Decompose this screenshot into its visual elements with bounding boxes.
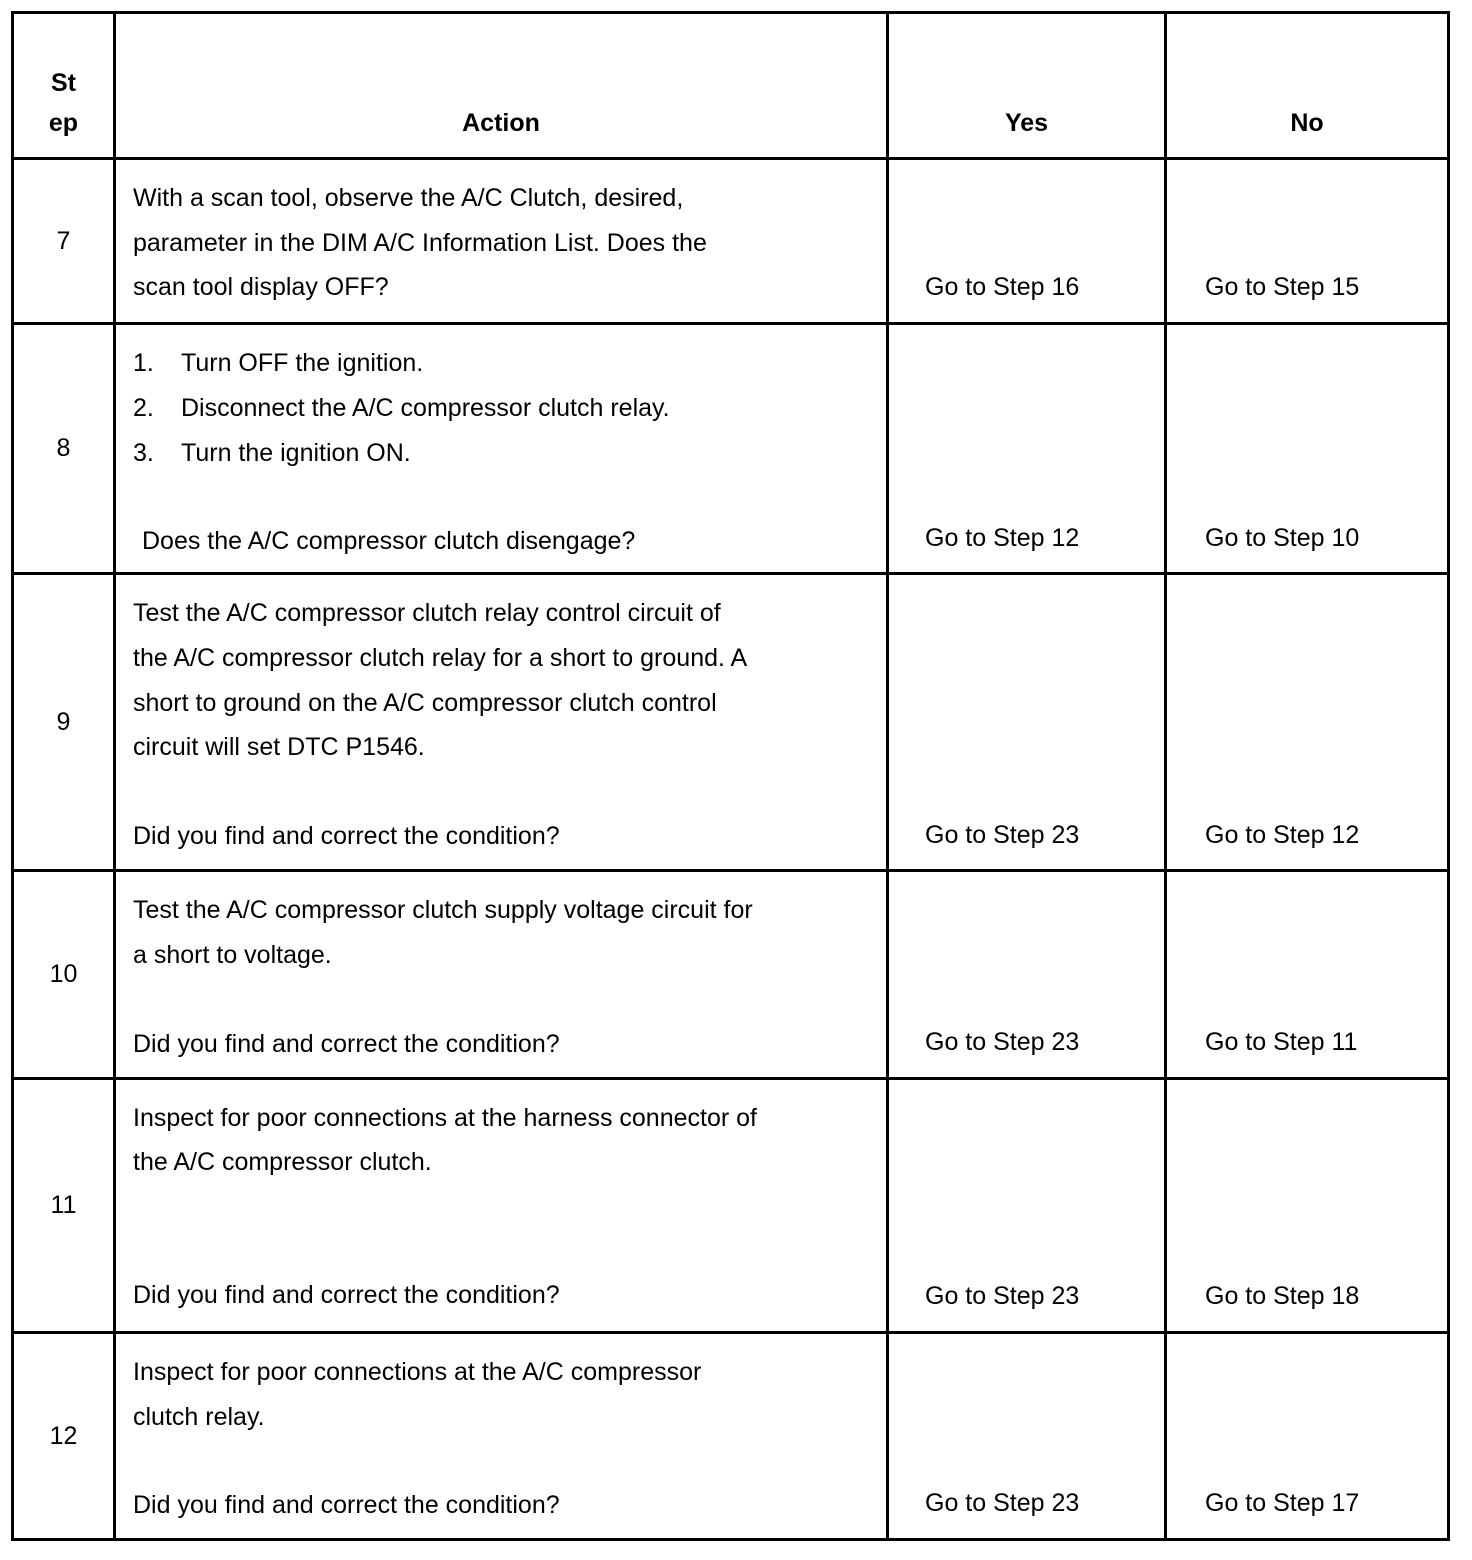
- step-number: 7: [13, 159, 115, 324]
- list-item: 3. Turn the ignition ON.: [133, 438, 411, 467]
- header-action: Action: [115, 13, 888, 159]
- list-item: 2. Disconnect the A/C compressor clutch relay.: [133, 393, 670, 422]
- step-number: 10: [13, 871, 115, 1078]
- action-cell: With a scan tool, observe the A/C Clutch, desired, parameter in the DIM A/C Information List. Does the scan tool display OFF?: [115, 159, 888, 324]
- diagnostic-steps-table: [11, 11, 1450, 1541]
- action-cell: Inspect for poor connections at the harness connector of the A/C compressor clutch. Did you find and correct the condition?: [115, 1078, 888, 1332]
- table-row: [13, 324, 1449, 574]
- yes-cell: Go to Step 12: [888, 324, 1166, 574]
- no-cell: Go to Step 18: [1166, 1078, 1449, 1332]
- table-row: [13, 574, 1449, 871]
- step-number: 9: [13, 574, 115, 871]
- action-cell: Inspect for poor connections at the A/C compressor clutch relay. Did you find and correct the condition?: [115, 1332, 888, 1539]
- yes-cell: Go to Step 16: [888, 159, 1166, 324]
- header-no: No: [1166, 13, 1449, 159]
- step-number: 8: [13, 324, 115, 574]
- action-cell: [115, 324, 888, 574]
- yes-cell: Go to Step 23: [888, 1332, 1166, 1539]
- no-cell: Go to Step 11: [1166, 871, 1449, 1078]
- action-cell: Test the A/C compressor clutch relay control circuit of the A/C compressor clutch relay for a short to ground. A short to ground on the A/C compressor clutch control circuit will set DTC P1546. Did you find and correct the condition?: [115, 574, 888, 871]
- instruction-list: [133, 341, 876, 475]
- header-row: [13, 13, 1449, 159]
- yes-cell: Go to Step 23: [888, 574, 1166, 871]
- action-cell: Test the A/C compressor clutch supply voltage circuit for a short to voltage. Did you find and correct the condition?: [115, 871, 888, 1078]
- no-cell: Go to Step 12: [1166, 574, 1449, 871]
- question-text: Did you find and correct the condition?: [133, 822, 560, 851]
- no-cell: Go to Step 10: [1166, 324, 1449, 574]
- question-text: Did you find and correct the condition?: [133, 1281, 560, 1310]
- header-yes: Yes: [888, 13, 1166, 159]
- step-number: 11: [13, 1078, 115, 1332]
- question-text: Did you find and correct the condition?: [133, 1029, 560, 1058]
- table-row: [13, 159, 1449, 324]
- step-number: 12: [13, 1332, 115, 1539]
- yes-cell: Go to Step 23: [888, 1078, 1166, 1332]
- table-row: [13, 1078, 1449, 1332]
- table-row: [13, 1332, 1449, 1539]
- table-row: [13, 871, 1449, 1078]
- yes-cell: Go to Step 23: [888, 871, 1166, 1078]
- question-text: Did you find and correct the condition?: [133, 1491, 560, 1520]
- no-cell: Go to Step 17: [1166, 1332, 1449, 1539]
- no-cell: Go to Step 15: [1166, 159, 1449, 324]
- header-step: St ep: [13, 13, 115, 159]
- list-item: 1. Turn OFF the ignition.: [133, 349, 424, 378]
- question-text: Does the A/C compressor clutch disengage?: [142, 527, 636, 556]
